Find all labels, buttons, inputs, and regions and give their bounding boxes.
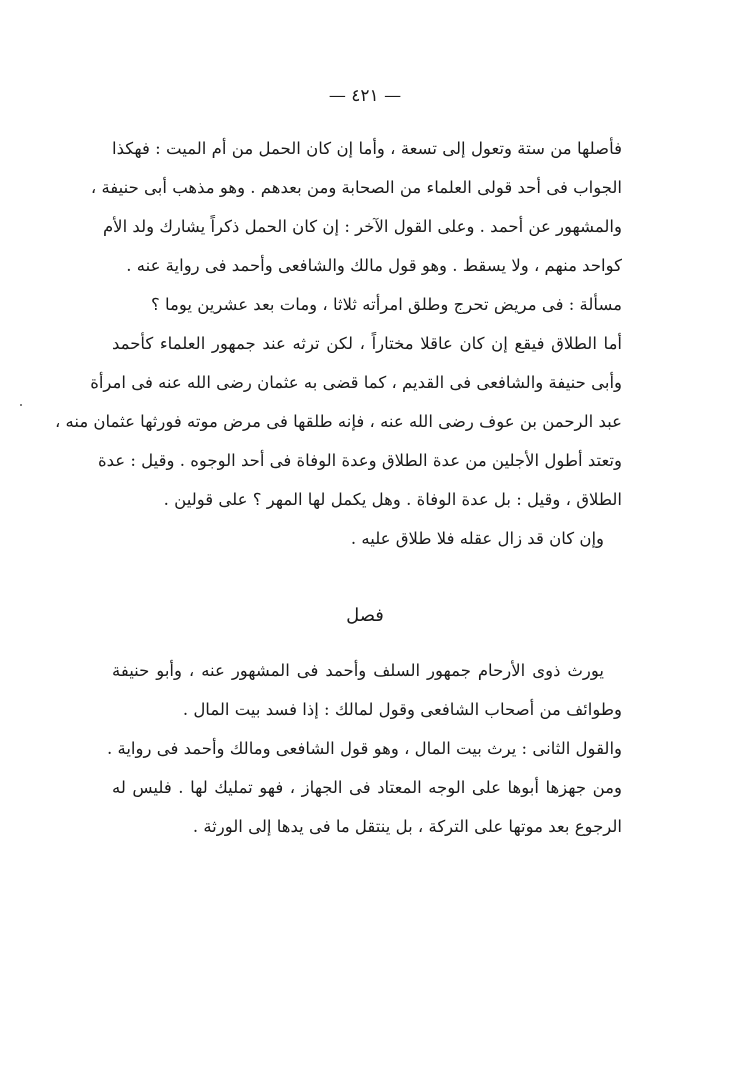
text-line: كواحد منهم ، ولا يسقط . وهو قول مالك والشافعى وأحمد فى رواية عنه . — [126, 256, 622, 275]
text-line: وطوائف من أصحاب الشافعى وقول لمالك : إذا فسد بيت المال . — [182, 700, 622, 719]
text-section-2 — [107, 651, 622, 846]
margin-dot — [20, 404, 22, 406]
question-line: مسألة : فى مريض تحرج وطلق امرأته ثلاثا ، ومات بعد عشرين يوما ؟ — [151, 295, 622, 314]
text-line: الجواب فى أحد قولى العلماء من الصحابة ومن بعدهم . وهو مذهب أبى حنيفة ، — [90, 178, 622, 197]
text-section-1 — [54, 129, 622, 558]
text-line: يورث ذوى الأرحام جمهور السلف وأحمد فى المشهور عنه ، وأبو حنيفة — [112, 661, 604, 680]
text-line: عبد الرحمن بن عوف رضى الله عنه ، فإنه طلقها فى مرض موته فورثها عثمان منه ، — [54, 412, 622, 431]
text-line: أما الطلاق فيقع إن كان عاقلا مختاراً ، لكن ترثه عند جمهور العلماء كأحمد — [112, 334, 622, 353]
text-line: والمشهور عن أحمد . وعلى القول الآخر : إن كان الحمل ذكراً يشارك ولد الأم — [102, 217, 622, 236]
text-line: الرجوع بعد موتها على التركة ، بل ينتقل ما فى يدها إلى الورثة . — [192, 817, 622, 836]
text-line: وتعتد أطول الأجلين من عدة الطلاق وعدة الوفاة فى أحد الوجوه . وقيل : عدة — [97, 451, 622, 470]
section-heading: فصل — [346, 605, 384, 626]
page-number: — ٤٢١ — — [328, 86, 402, 106]
text-line: فأصلها من ستة وتعول إلى تسعة ، وأما إن كان الحمل من أم الميت : فهكذا — [112, 139, 622, 158]
text-line: وأبى حنيفة والشافعى فى القديم ، كما قضى به عثمان رضى الله عنه فى امرأة — [90, 373, 622, 392]
text-line: ومن جهزها أبوها على الوجه المعتاد فى الجهاز ، فهو تمليك لها . فليس له — [112, 778, 622, 797]
text-line: والقول الثانى : يرث بيت المال ، وهو قول الشافعى ومالك وأحمد فى رواية . — [107, 739, 622, 758]
text-line: وإن كان قد زال عقله فلا طلاق عليه . — [350, 529, 604, 548]
text-line: الطلاق ، وقيل : بل عدة الوفاة . وهل يكمل لها المهر ؟ على قولين . — [163, 490, 622, 509]
